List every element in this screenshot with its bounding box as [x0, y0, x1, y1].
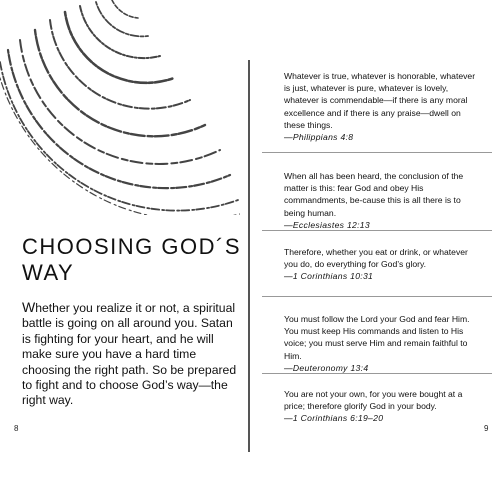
- page-gutter: [248, 60, 250, 452]
- verse-block: [284, 388, 482, 425]
- verse-divider: [262, 230, 492, 231]
- verse-reference: —1 Corinthians 6:19–20: [284, 413, 384, 424]
- intro-paragraph: [22, 300, 242, 409]
- chapter-title-line2: WAY: [22, 260, 75, 285]
- page-number-right: 9: [484, 424, 489, 433]
- verse-divider: [262, 152, 492, 153]
- verse-reference: —Deuteronomy 13:4: [284, 362, 369, 373]
- verse-block: [284, 70, 482, 143]
- page-number-left: 8: [14, 424, 19, 433]
- verse-text: Therefore, whether you eat or drink, or whatever you do, do everything for God’s glory.: [284, 247, 468, 270]
- verse-reference: —Philippians 4:8: [284, 132, 354, 143]
- verse-text: When all has been heard, the conclusion of the matter is this: fear God and obey His commandments, be-cause this is all there is to being human.: [284, 171, 464, 218]
- drop-letter: W: [22, 299, 36, 315]
- verse-block: [284, 170, 482, 231]
- verse-block: [284, 313, 482, 374]
- chapter-title-line1: CHOOSING GOD´S: [22, 234, 242, 259]
- verse-block: [284, 246, 482, 283]
- left-page: [0, 0, 248, 500]
- verse-reference: —Ecclesiastes 12:13: [284, 219, 370, 230]
- swirl-decoration-icon: [0, 0, 240, 215]
- intro-text: hether you realize it or not, a spiritual battle is going on all around you. Satan is fighting for your heart, and he will make sure you have a hard time choosing the right path. So be prepared to fight and to choose God’s way—the right way.: [22, 301, 237, 408]
- verse-text: You are not your own, for you were bought at a price; therefore glorify God in your body.: [284, 389, 463, 412]
- verse-text: You must follow the Lord your God and fear Him. You must keep His commands and listen to His voice; you must serve Him and remain faithful to Him.: [284, 314, 470, 361]
- chapter-title: [22, 234, 242, 286]
- verse-text: Whatever is true, whatever is honorable, whatever is just, whatever is pure, whatever is lovely, whatever is commendable—if there is any moral excellence and if there is any praise—dwell on these things.: [284, 71, 476, 130]
- verse-divider: [262, 296, 492, 297]
- verse-divider: [262, 373, 492, 374]
- verse-reference: —1 Corinthians 10:31: [284, 271, 374, 282]
